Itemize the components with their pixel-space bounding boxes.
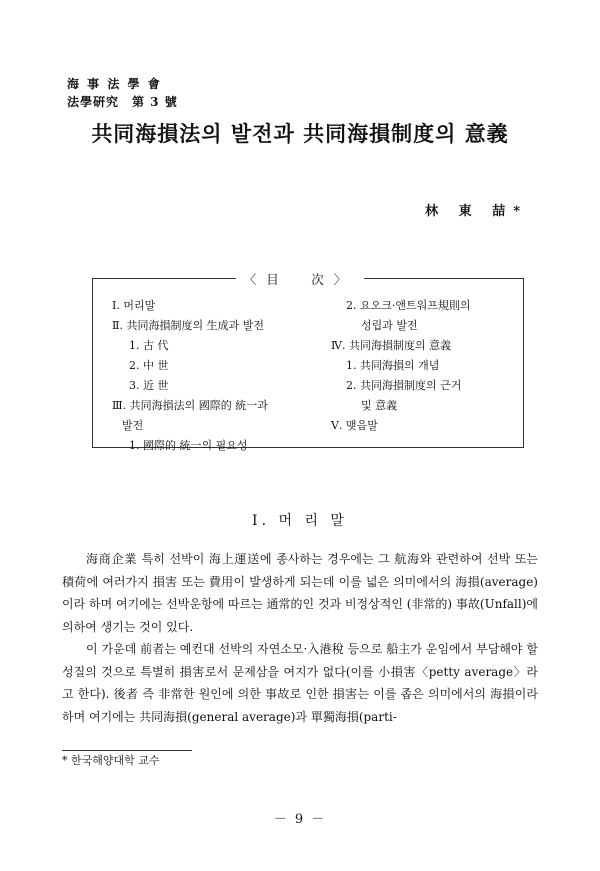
toc-item: 1. 共同海損의 개념	[346, 359, 440, 372]
article-title: 共同海損法의 발전과 共同海損制度의 意義	[91, 121, 509, 146]
author-name: 林 東 喆*	[425, 204, 528, 219]
footnote-divider	[62, 750, 192, 751]
toc-item: 2. 共同海損制度의 근거	[346, 379, 462, 392]
page-number: － 9 －	[273, 812, 327, 827]
toc-item: 2. 요오크·앤트워프規則의	[346, 299, 471, 312]
toc-item: Ⅴ. 맺음말	[331, 419, 378, 432]
toc-item: 및 意義	[361, 399, 398, 412]
toc-item: 성립과 발전	[361, 319, 418, 332]
body-text	[62, 548, 538, 728]
toc-item: Ⅲ. 共同海損法의 國際的 統一과	[112, 399, 268, 412]
toc-item: 1. 國際的 統一의 필요성	[129, 439, 248, 452]
paragraph: 海商企業 특히 선박이 海上運送에 종사하는 경우에는 그 航海와 관련하여 선박 또는 積荷에 여러가지 損害 또는 費用이 발생하게 되는데 이를 넓은 의미에서의 海損(average)이라 하며 여기에는 선박운항에 따르는 通常的인 것과 비정상적인 (非常的) 事故(Unfall)에 의하여 생기는 것이 있다.	[62, 552, 538, 634]
journal-name: 海 事 法 學 會	[67, 77, 162, 91]
toc-item: Ⅳ. 共同海損制度의 意義	[331, 339, 452, 352]
toc-item: 발전	[122, 419, 144, 432]
section-heading: Ⅰ. 머 리 말	[252, 513, 348, 529]
toc-item: Ⅰ. 머리말	[112, 299, 156, 312]
toc-item: 2. 中 世	[129, 359, 169, 372]
toc-caption: 〈目 次〉	[0, 270, 600, 288]
toc-item: Ⅱ. 共同海損制度의 生成과 발전	[112, 319, 264, 332]
toc-item: 1. 古 代	[129, 339, 169, 352]
issue-label: 法學硏究 第 3 號	[67, 95, 178, 109]
footnote: * 한국해양대학 교수	[62, 754, 160, 767]
paragraph: 이 가운데 前者는 예컨대 선박의 자연소모·入港稅 등으로 船主가 운임에서 부담해야 할 성질의 것으로 특별히 損害로서 문제삼을 여지가 없다(이를 小損害〈petty average〉라고 한다). 後者 즉 非常한 원인에 의한 事故로 인한 損害는 이를 좁은 의미에서의 海損이라 하며 여기에는 共同海損(general average)과 單獨海損(parti-	[62, 642, 538, 724]
toc-item: 3. 近 世	[129, 379, 169, 392]
